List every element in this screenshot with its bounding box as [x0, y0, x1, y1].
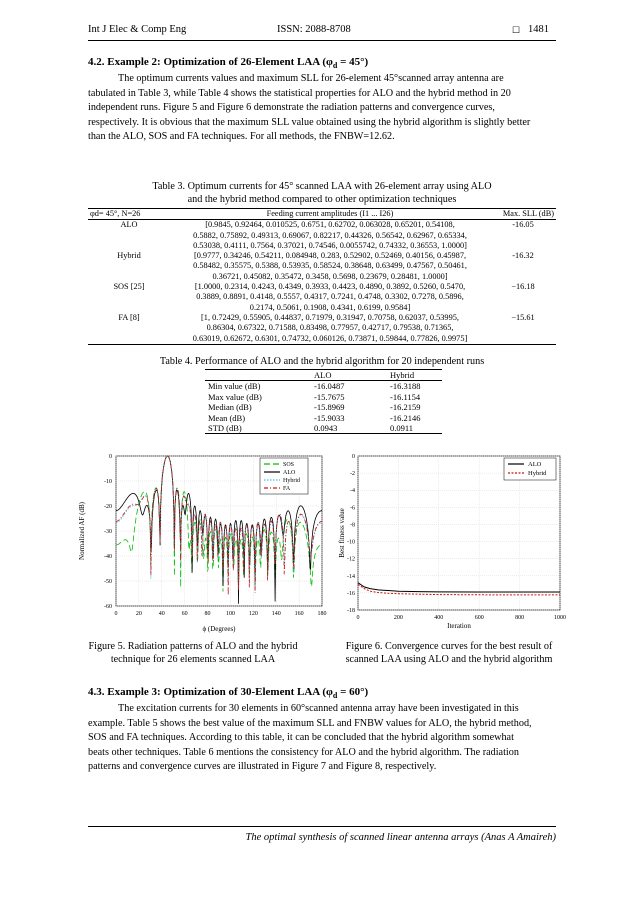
currents-cell: [0.9777, 0.34246, 0.54211, 0.084948, 0.283, 0.52902, 0.52469, 0.40156, 0.45987, 0.58482, 0.35575, 0.5388, 0.53935, 0.58524, 0.38648, 0.63499, 0.47567, 0.50461, 0.36721, 0.45082, 0.35472, 0.3458, 0.5698, 0.23679, 0.28481, 1.0000] [193, 251, 467, 281]
table-row [205, 423, 442, 434]
x-axis-label: ϕ (Degrees) [202, 625, 236, 633]
section-4-3-paragraph: The excitation currents for 30 elements in 60°scanned antenna array have been investigated in this example. Table 5 shows the best value of the maximum SLL and FNBW values for ALO, the hybrid method, SOS and FA techniques. According to this table, it can be concluded that the hybrid algorithm somewhat beats other techniques. Table 6 mentions the consistency for ALO and the hybrid algorithm. The radiation patterns and convergence curves are illustrated in Figure 7 and Figure 8, respectively. [88, 703, 532, 773]
table-header-row [88, 209, 556, 220]
table-row [205, 381, 442, 392]
table-cell: -16.2146 [390, 412, 421, 423]
table-cell: Min value (dB) [208, 381, 261, 392]
sll-cell: -16.05 [512, 220, 534, 230]
method-cell: ALO [120, 220, 138, 230]
x-tick-label: 800 [515, 615, 525, 621]
y-tick-label: -6 [350, 505, 355, 512]
y-axis-label: Normalized AF (dB) [78, 502, 86, 560]
table-cell: STD (dB) [205, 423, 311, 434]
table-cell: Mean (dB) [208, 412, 246, 423]
sll-cell: −15.61 [490, 313, 556, 344]
legend-label: SOS [283, 462, 295, 468]
y-tick-label: -20 [104, 504, 112, 510]
y-tick-label: 0 [109, 454, 112, 460]
y-tick-label: -2 [350, 471, 355, 478]
x-tick-label: 100 [225, 611, 235, 617]
legend-label: FA [283, 486, 291, 492]
radiation-pattern-chart [68, 448, 332, 634]
table-cell: -15.9033 [314, 412, 345, 423]
table-row [88, 282, 556, 313]
table-row [88, 251, 556, 282]
table-header-row [205, 370, 442, 381]
y-tick-label: -12 [347, 556, 355, 563]
y-axis-label: Best fitness value [338, 508, 346, 558]
y-tick-label: -14 [347, 573, 355, 580]
table-cell: -15.7675 [314, 391, 345, 402]
y-tick-label: -4 [350, 488, 355, 495]
footer-rule [88, 826, 556, 827]
footer-text: The optimal synthesis of scanned linear antenna arrays (Anas A Amaireh) [245, 832, 556, 843]
y-tick-label: -60 [104, 604, 112, 610]
x-tick-label: 80 [204, 611, 211, 617]
legend-label: ALO [528, 461, 542, 468]
table-header-cell: Feeding current amplitudes (I1 ... I26) [170, 209, 490, 220]
y-tick-label: -50 [104, 579, 112, 585]
convergence-chart [336, 448, 566, 634]
x-tick-label: 0 [356, 615, 360, 621]
y-tick-label: -10 [104, 479, 112, 485]
currents-cell: [1.0000, 0.2314, 0.4243, 0.4349, 0.3933, 0.4423, 0.4890, 0.3892, 0.5260, 0.5470, 0.3889, 0.8891, 0.4148, 0.5557, 0.4317, 0.7241, 0.4748, 0.3302, 0.7278, 0.5896, 0.2174, 0.5061, 0.1908, 0.4341, 0.6199, 0.9584] [194, 282, 466, 312]
table-cell: Max value (dB) [208, 391, 262, 402]
method-cell: Hybrid [117, 251, 141, 261]
x-tick-label: 60 [181, 611, 188, 617]
table-cell: -16.0487 [314, 381, 345, 392]
y-tick-label: -40 [104, 554, 112, 560]
square-icon: ☐ [512, 25, 521, 35]
section-4-2-paragraph: The optimum currents values and maximum SLL for 26-element 45°scanned array antenna are tabulated in Table 3, while Table 4 shows the statistical properties for ALO and the hybrid method in 20 independent runs. Figure 5 and Figure 6 demonstrate the radiation patterns and convergence curves, respectively. It is obvious that the maximum SLL value obtained using the hybrid algorithm is slightly better than the ALO, SOS and FA techniques. For all methods, the FNBW=12.62. [88, 73, 531, 143]
legend [504, 458, 556, 480]
table-row [88, 313, 556, 344]
y-tick-label: -30 [104, 529, 112, 535]
table-row [205, 392, 442, 402]
table-cell: Median (dB) [208, 402, 252, 413]
legend-label: Hybrid [283, 478, 300, 484]
table4-caption: Table 4. Performance of ALO and the hybrid algorithm for 20 independent runs [159, 356, 485, 367]
table3-caption: Table 3. Optimum currents for 45° scanned LAA with 26-element array using ALO and the hybrid method compared to other optimization techniques [152, 181, 492, 206]
table-cell: -16.2159 [390, 402, 421, 413]
x-tick-label: 160 [294, 611, 304, 617]
x-tick-label: 600 [474, 615, 484, 621]
issn: ISSN: 2088-8708 [277, 24, 351, 35]
table-cell: -15.8969 [314, 402, 345, 413]
x-tick-label: 180 [317, 611, 327, 617]
y-tick-label: -10 [347, 539, 355, 546]
table-cell: -16.1154 [390, 391, 421, 402]
table-header-cell: φd= 45°, N=26 [88, 209, 170, 220]
table-cell: -16.3188 [390, 381, 421, 392]
page-number: 1481 [528, 24, 549, 35]
method-cell: SOS [25] [113, 282, 145, 292]
table-row [205, 402, 442, 412]
table-header-cell [205, 370, 311, 381]
section-title-4-2: 4.2. Example 2: Optimization of 26-Element LAA $(\varphi_d = 45^\circ)$ [88, 56, 369, 71]
table-row [205, 413, 442, 423]
table-header-cell: ALO [311, 370, 387, 381]
y-tick-label: -18 [347, 608, 355, 614]
legend [260, 458, 308, 494]
x-tick-label: 400 [434, 615, 444, 621]
y-tick-label: -8 [350, 522, 355, 529]
table-row [88, 220, 556, 251]
table-cell: 0.0943 [311, 423, 387, 434]
table3 [88, 208, 556, 345]
x-axis-label: Iteration [447, 622, 471, 630]
table-cell: 0.0911 [387, 423, 442, 434]
header-rule [88, 40, 556, 41]
section-title-4-3: 4.3. Example 3: Optimization of 30-Element LAA $(\varphi_d = 60^\circ)$ [88, 686, 369, 701]
x-tick-label: 140 [271, 611, 281, 617]
table4 [205, 369, 442, 434]
currents-cell: [0.9845, 0.92464, 0.010525, 0.6751, 0.62702, 0.063028, 0.65201, 0.54108, 0.5882, 0.75892, 0.49313, 0.69067, 0.82217, 0.44326, 0.56542, 0.62967, 0.65334, 0.53038, 0.4111, 0.7564, 0.37021, 0.74546, 0.0055742, 0.74332, 0.36553, 1.0000] [193, 220, 467, 250]
x-tick-label: 120 [248, 611, 258, 617]
table-header-cell: Max. SLL (dB) [490, 209, 556, 220]
legend-label: ALO [283, 470, 296, 476]
y-tick-label: 0 [352, 454, 355, 460]
figure5-caption: Figure 5. Radiation patterns of ALO and the hybrid technique for 26 elements scanned LAA [88, 641, 298, 666]
x-tick-label: 0 [114, 611, 118, 617]
figure6-caption: Figure 6. Convergence curves for the best result of scanned LAA using ALO and the hybrid algorithm [345, 641, 553, 666]
x-tick-label: 200 [393, 615, 403, 621]
table-header-cell: Hybrid [387, 370, 442, 381]
x-tick-label: 1000 [554, 615, 566, 621]
x-tick-label: 20 [135, 611, 142, 617]
y-tick-label: -16 [347, 590, 355, 597]
currents-cell: [1, 0.72429, 0.55905, 0.44837, 0.71979, 0.31947, 0.70758, 0.62037, 0.53995, 0.86304, 0.67322, 0.71588, 0.83498, 0.77957, 0.42717, 0.79538, 0.71365, 0.63019, 0.62672, 0.6301, 0.74732, 0.060126, 0.73871, 0.59844, 0.77826, 0.9975] [170, 313, 490, 344]
method-cell: FA [8] [88, 313, 170, 344]
sll-cell: -16.32 [512, 251, 534, 261]
journal-name: Int J Elec & Comp Eng [88, 24, 187, 35]
sll-cell: −16.18 [511, 282, 535, 292]
x-tick-label: 40 [158, 611, 165, 617]
legend-label: Hybrid [528, 470, 547, 477]
